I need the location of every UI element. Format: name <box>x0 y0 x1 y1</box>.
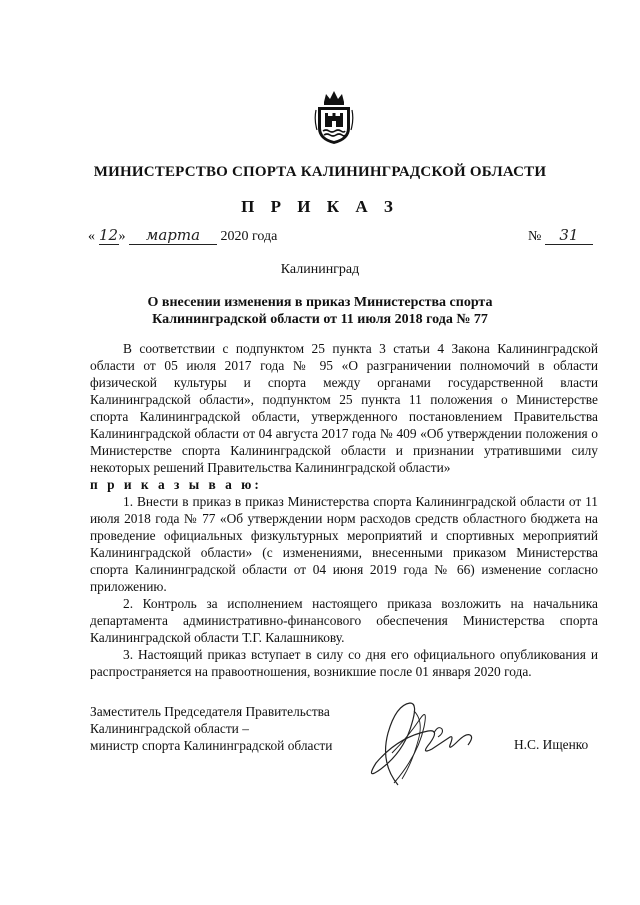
ministry-heading: МИНИСТЕРСТВО СПОРТА КАЛИНИНГРАДСКОЙ ОБЛАСТИ <box>93 164 547 180</box>
number-prefix: № <box>528 229 542 244</box>
item-1: 1. Внести в приказ в приказ Министерства спорта Калининградской области от 11 июля 2018 года № 77 «Об утверждении норм расходов средств областного бюджета на проведение официальных физкультурных мероприятий и спортивных мероприятий Калининградской области» (с изменениями, внесенными приказом Министерства спорта Калининградской области от 04 июня 2019 года № 66) изменение согласно приложению. <box>90 494 598 594</box>
signatory-line-3: министр спорта Калининградской области <box>90 738 333 753</box>
preamble-paragraph <box>90 340 598 476</box>
coat-of-arms-icon <box>314 88 354 146</box>
date-month: марта <box>129 226 217 245</box>
signatory-name: Н.С. Ищенко <box>514 737 589 752</box>
date-line <box>88 226 277 245</box>
subject-line-1: О внесении изменения в приказ Министерства спорта <box>147 295 493 310</box>
subject-line-2: Калининградской области от 11 июля 2018 года № 77 <box>152 312 488 327</box>
document-type-title: П Р И К А З <box>241 197 399 216</box>
open-quote: « <box>88 229 95 244</box>
order-subject <box>90 294 550 328</box>
item-3: 3. Настоящий приказ вступает в силу со дня его официального опубликования и распространяется на правоотношения, возникшие после 01 января 2020 года. <box>90 647 598 679</box>
signatory-line-1: Заместитель Председателя Правительства <box>90 704 330 719</box>
preamble-text: В соответствии с подпунктом 25 пункта 3 статьи 4 Закона Калининградской области от 05 июля 2017 года № 95 «О разграничении полномочий в области физической культуры и спорта между органами государственной власти Калининградской области», подпунктом 25 пункта 11 положения о Министерстве спорта Калининградской области, утвержденного постановлением Правительства Калининградской области от 04 августа 2017 года № 409 «Об утверждении положения о Министерстве спорта Калининградской области и признании утратившими силу некоторых решений Правительства Калининградской области» <box>90 341 598 475</box>
city-name: Калининград <box>280 262 360 277</box>
order-word-paragraph <box>90 476 598 493</box>
order-body <box>90 340 598 680</box>
signatory-line-2: Калининградской области – <box>90 721 249 736</box>
order-number-line <box>528 226 593 245</box>
item-2: 2. Контроль за исполнением настоящего приказа возложить на начальника департамента административно-финансового обеспечения Министерства спорта Калининградской области Т.Г. Калашникову. <box>90 596 598 645</box>
handwritten-signature <box>358 693 488 793</box>
date-day: 12 <box>98 226 119 244</box>
close-quote: » <box>118 229 126 244</box>
date-year: 2020 года <box>220 229 278 244</box>
signatory-title <box>90 703 332 754</box>
order-word: п р и к а з ы в а ю: <box>90 477 262 492</box>
order-number: 31 <box>545 226 593 245</box>
